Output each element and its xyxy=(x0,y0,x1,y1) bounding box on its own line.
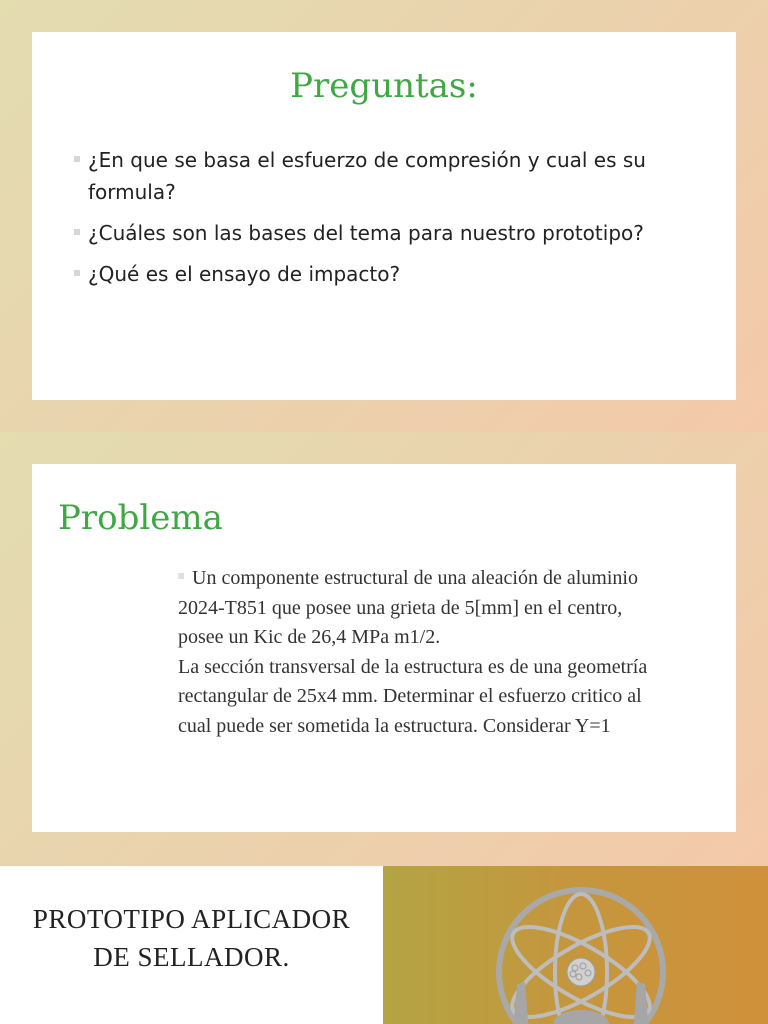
list-item xyxy=(72,258,692,290)
slide-title: Preguntas: xyxy=(290,66,478,106)
bullet-icon xyxy=(178,573,184,579)
slide-card xyxy=(32,32,736,400)
question-text: ¿Cuáles son las bases del tema para nuestro prototipo? xyxy=(88,221,644,245)
slide-preguntas xyxy=(0,0,768,432)
list-item xyxy=(72,217,692,249)
title-panel xyxy=(0,866,383,1024)
problem-paragraph-2: La sección transversal de la estructura es de una geometría rectangular de 25x4 mm. Determinar el esfuerzo critico al cual puede ser sometida la estructura. Considerar Y=1 xyxy=(178,655,648,737)
bullet-icon xyxy=(74,229,80,235)
question-text: ¿En que se basa el esfuerzo de compresión y cual es su formula? xyxy=(88,148,646,204)
title-line-1: PROTOTIPO APLICADOR xyxy=(32,904,351,934)
slide-prototipo xyxy=(0,866,768,1024)
problem-paragraph-1: Un componente estructural de una aleación de aluminio 2024-T851 que posee una grieta de 5[mm] en el centro, posee un Kic de 26,4 MPa m1/2. xyxy=(178,567,638,648)
title-line-2: DE SELLADOR. xyxy=(93,942,290,972)
slide-card xyxy=(32,464,736,832)
atom-figure-emblem-icon xyxy=(483,874,683,1024)
bullet-icon xyxy=(74,270,80,276)
slide-title xyxy=(0,900,383,976)
slide-problema xyxy=(0,432,768,866)
emblem-panel xyxy=(383,866,768,1024)
bullet-icon xyxy=(74,156,80,162)
problem-statement xyxy=(178,564,648,741)
slide-title: Problema xyxy=(58,498,223,538)
list-item xyxy=(72,144,692,208)
question-text: ¿Qué es el ensayo de impacto? xyxy=(88,262,401,286)
question-list xyxy=(72,144,692,299)
